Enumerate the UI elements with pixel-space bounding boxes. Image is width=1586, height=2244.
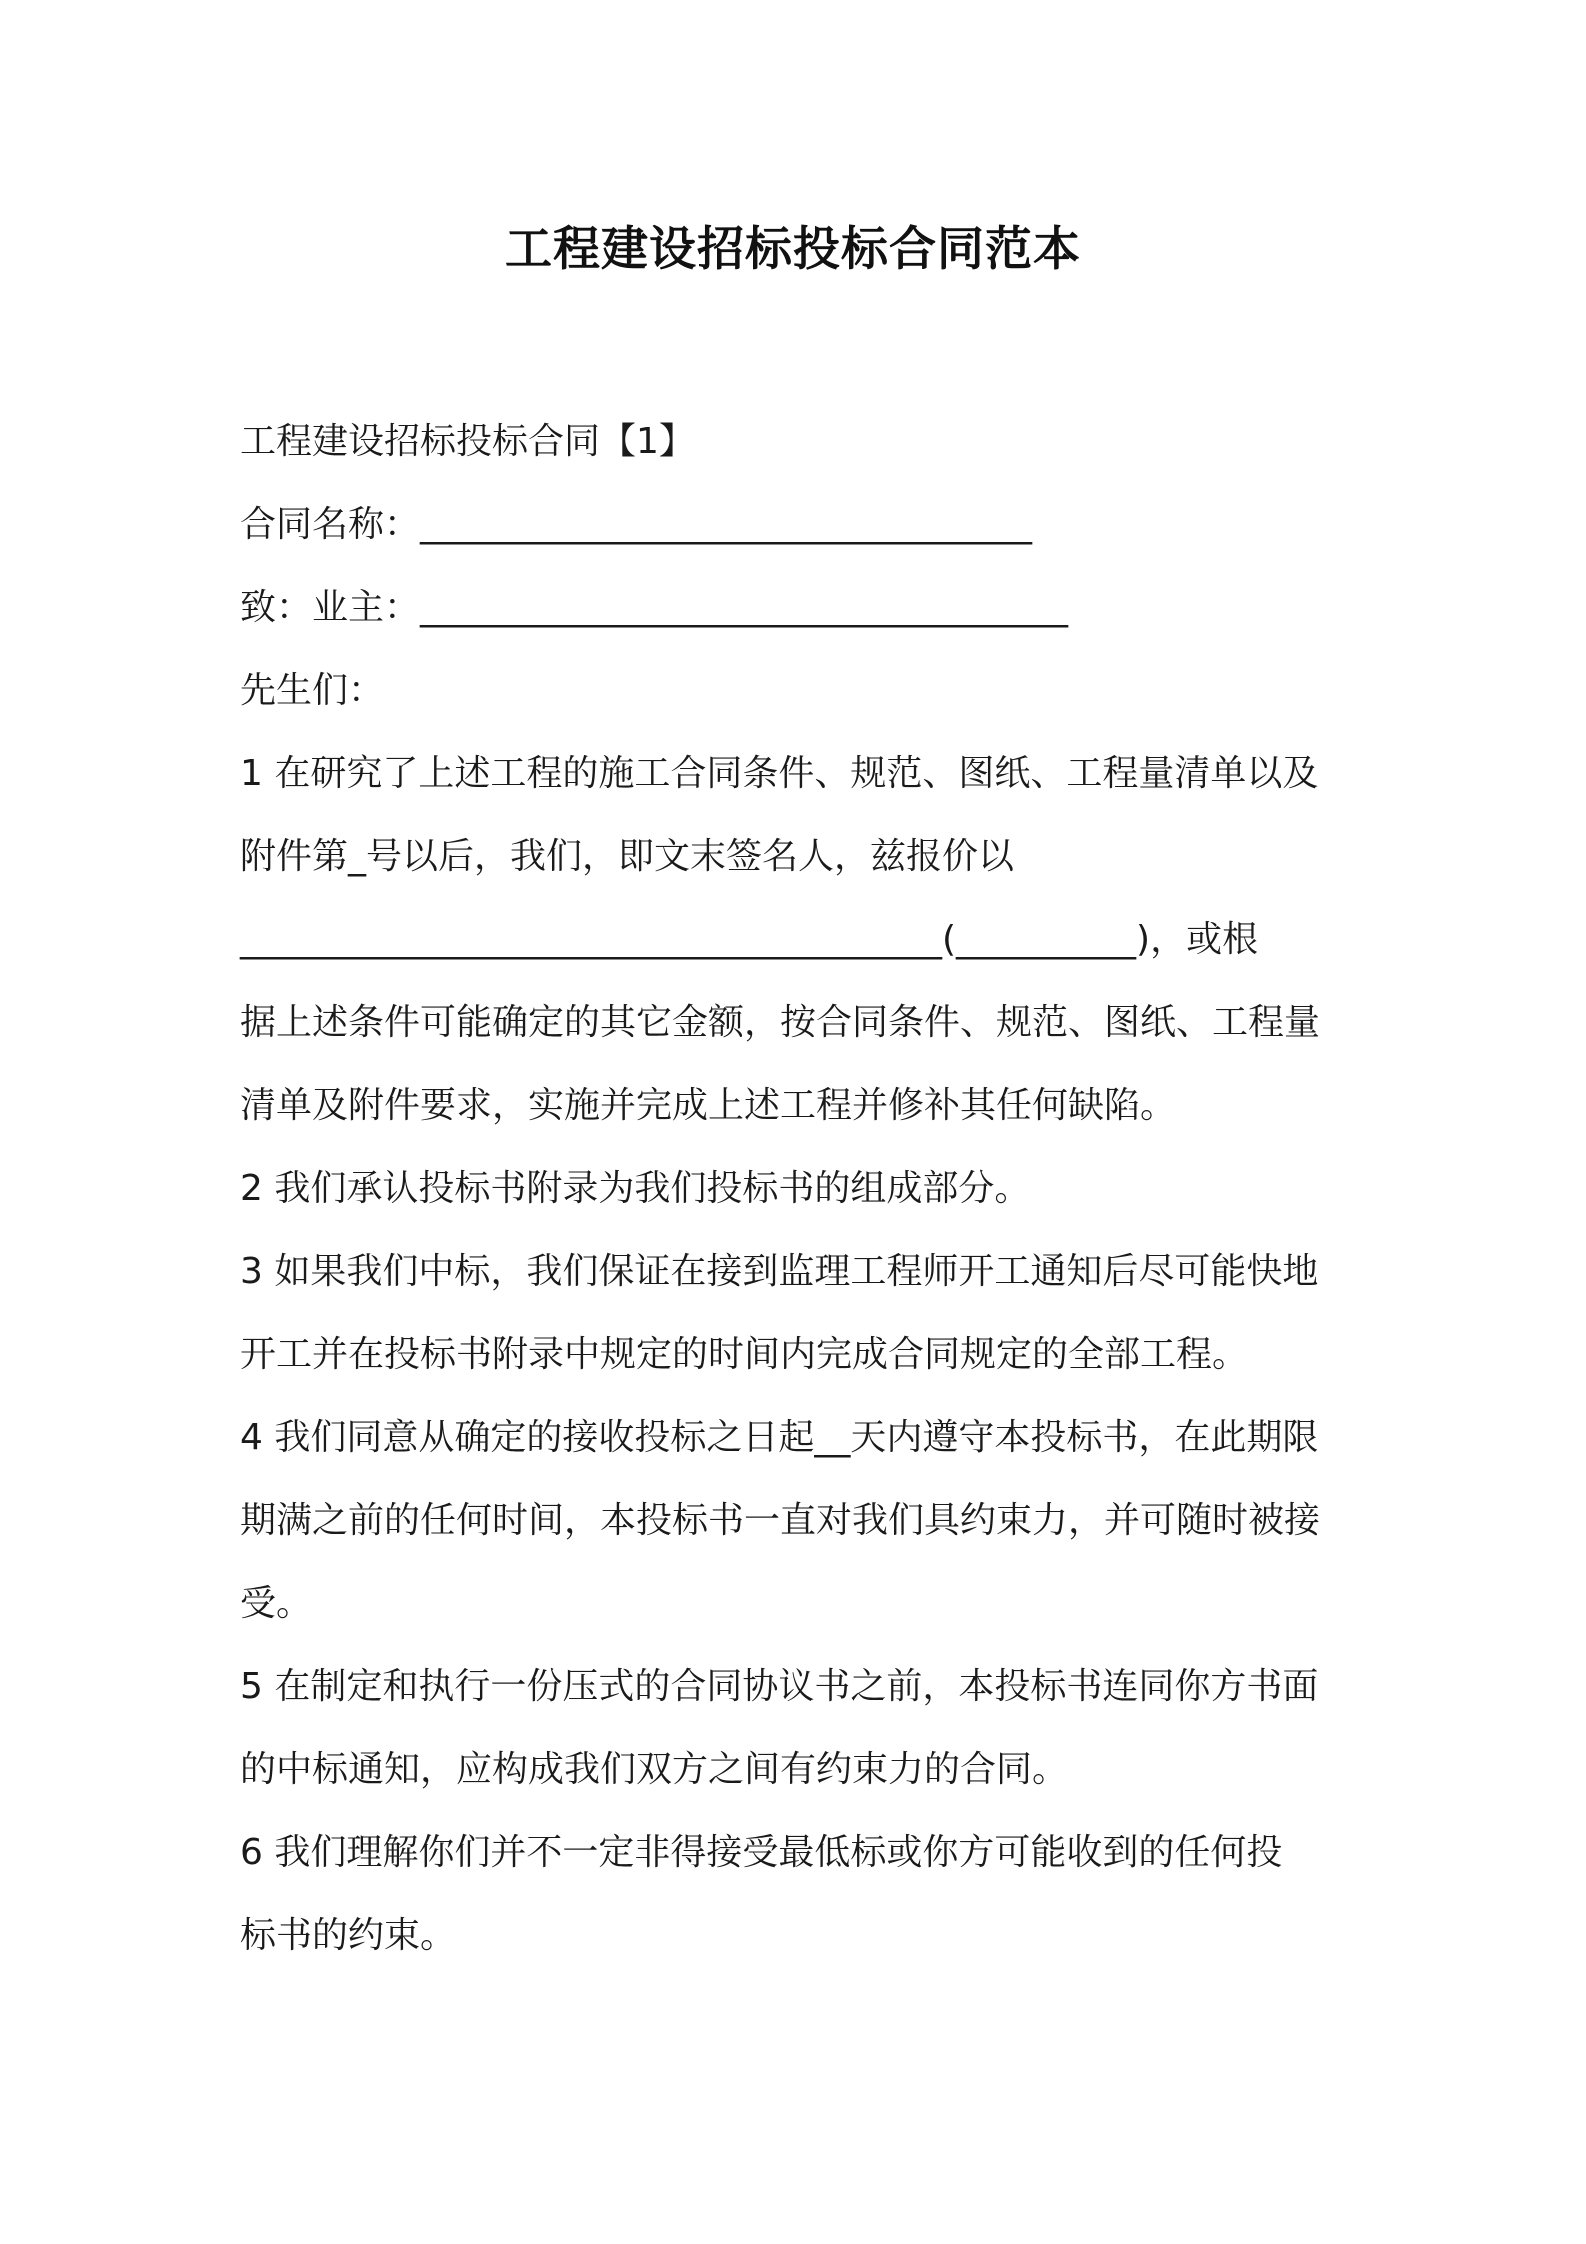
clause-1-line-3: _______________________________________(__________)，或根 [240, 919, 1259, 960]
section-heading: 工程建设招标投标合同【1】 [240, 421, 695, 462]
clause-3-line-1: 3 如果我们中标，我们保证在接到监理工程师开工通知后尽可能快地 [240, 1251, 1319, 1292]
clause-4-line-2: 期满之前的任何时间，本投标书一直对我们具约束力，并可随时被接 [240, 1500, 1321, 1541]
salutation: 先生们： [240, 670, 385, 711]
clause-1-line-1: 1 在研究了上述工程的施工合同条件、规范、图纸、工程量清单以及 [240, 753, 1319, 794]
clause-3-line-2: 开工并在投标书附录中规定的时间内完成合同规定的全部工程。 [240, 1334, 1249, 1375]
addressee-field: 致：业主：____________________________________ [240, 587, 1069, 628]
contract-name-field: 合同名称：__________________________________ [240, 504, 1033, 545]
clause-5-line-2: 的中标通知，应构成我们双方之间有约束力的合同。 [240, 1749, 1069, 1790]
clause-4-line-3: 受。 [240, 1583, 313, 1624]
document-title: 工程建设招标投标合同范本 [505, 222, 1081, 277]
clause-6-line-1: 6 我们理解你们并不一定非得接受最低标或你方可能收到的任何投 [240, 1832, 1283, 1873]
clause-1-line-4: 据上述条件可能确定的其它金额，按合同条件、规范、图纸、工程量 [240, 1002, 1321, 1043]
clause-4-line-1: 4 我们同意从确定的接收投标之日起__天内遵守本投标书，在此期限 [240, 1417, 1319, 1458]
clause-6-line-2: 标书的约束。 [240, 1915, 457, 1956]
clause-2-line-1: 2 我们承认投标书附录为我们投标书的组成部分。 [240, 1168, 1031, 1209]
clause-1-line-5: 清单及附件要求，实施并完成上述工程并修补其任何缺陷。 [240, 1085, 1177, 1126]
document-body [240, 400, 1360, 1977]
clause-5-line-1: 5 在制定和执行一份压式的合同协议书之前，本投标书连同你方书面 [240, 1666, 1319, 1707]
clause-1-line-2: 附件第_号以后，我们，即文末签名人，兹报价以 [240, 836, 1015, 877]
